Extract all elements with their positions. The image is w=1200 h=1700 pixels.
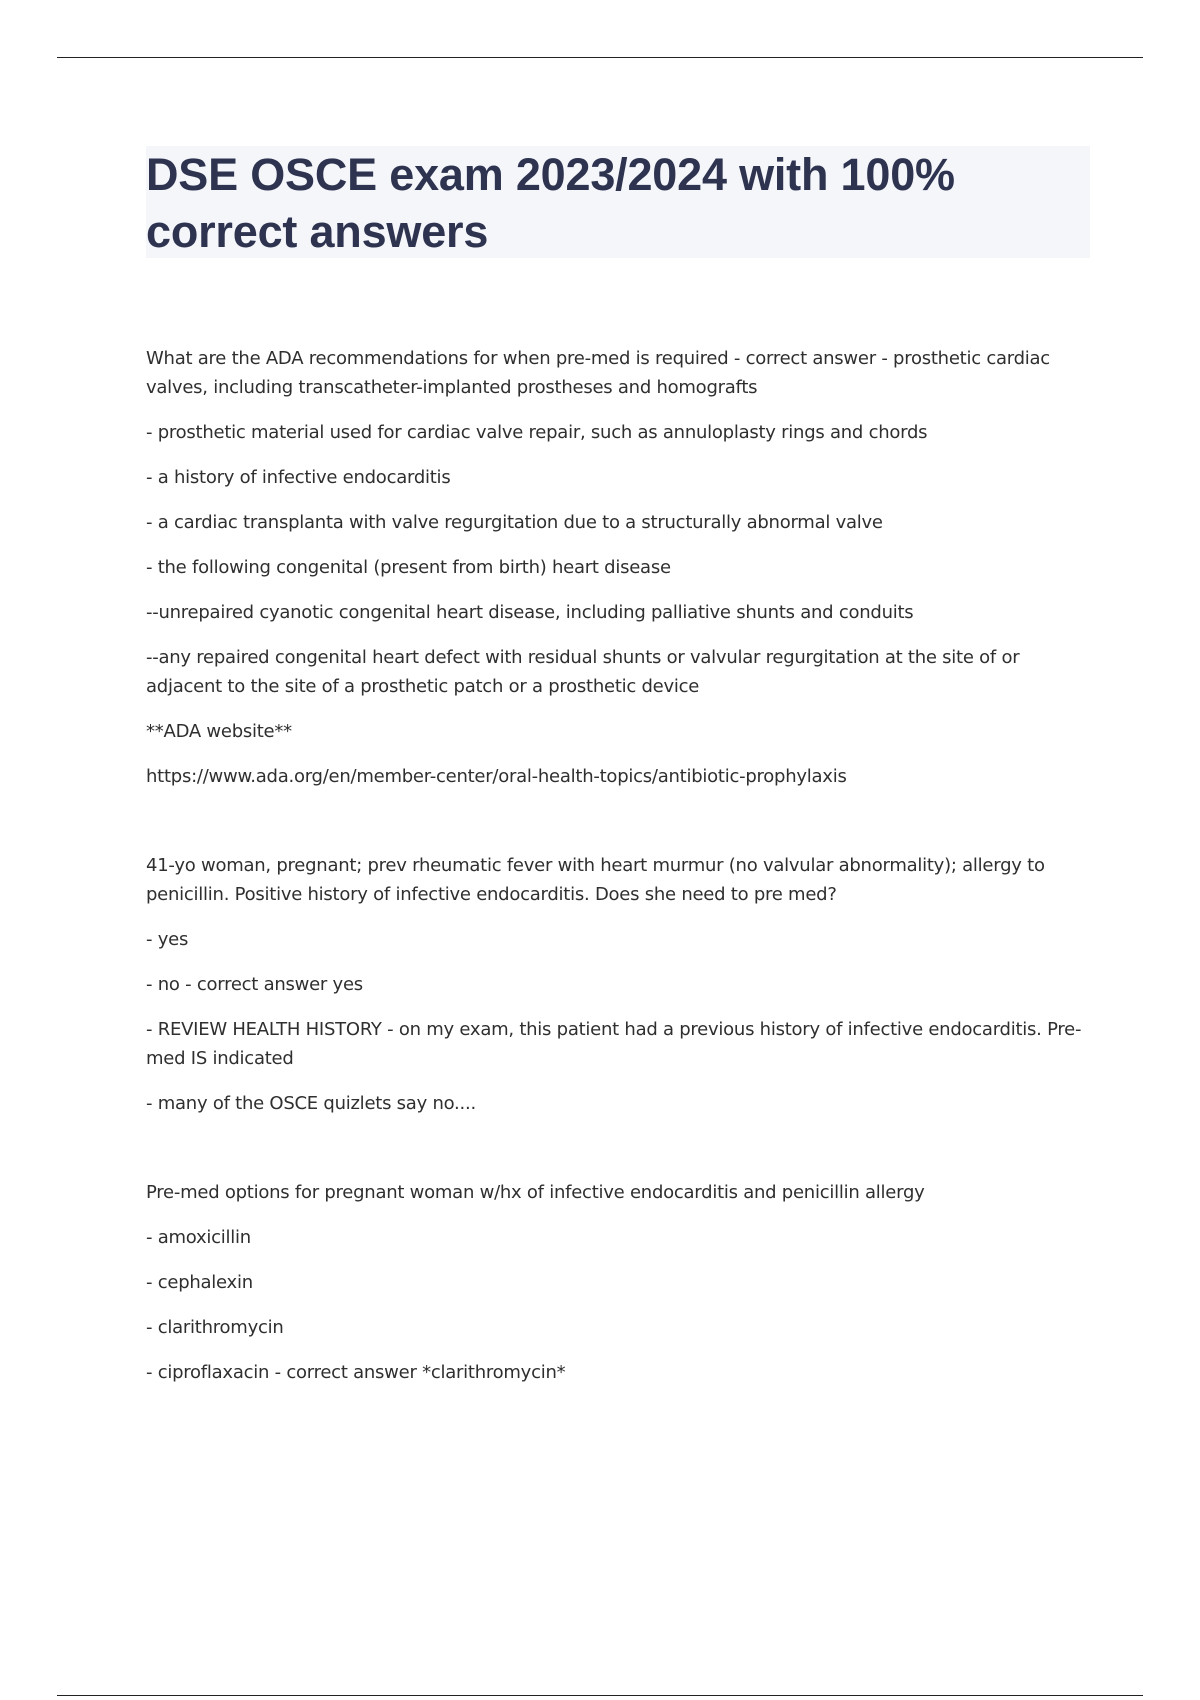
answer-subitem: --unrepaired cyanotic congenital heart disease, including palliative shunts and conduits: [146, 602, 914, 623]
answer-item: - the following congenital (present from birth) heart disease: [146, 557, 671, 578]
question-paragraph: Pre-med options for pregnant woman w/hx of infective endocarditis and penicillin allergy: [146, 1182, 925, 1203]
document-body: [146, 344, 1096, 1387]
question-block-pregnant-woman: [146, 851, 1096, 1118]
answer-item: - a cardiac transplanta with valve regurgitation due to a structurally abnormal valve: [146, 512, 883, 533]
source-url: https://www.ada.org/en/member-center/oral-health-topics/antibiotic-prophylaxis: [146, 766, 847, 787]
option-item: - amoxicillin: [146, 1227, 251, 1248]
top-rule: [57, 57, 1143, 58]
answer-note: - REVIEW HEALTH HISTORY - on my exam, this patient had a previous history of infective endocarditis. Pre-med IS indicated: [146, 1019, 1082, 1069]
option-item: - cephalexin: [146, 1272, 253, 1293]
option-item: - clarithromycin: [146, 1317, 284, 1338]
question-paragraph: 41-yo woman, pregnant; prev rheumatic fever with heart murmur (no valvular abnormality); allergy to penicillin. Positive history of infective endocarditis. Does she need to pre med?: [146, 855, 1045, 905]
answer-note: - many of the OSCE quizlets say no....: [146, 1093, 476, 1114]
option-item-with-answer: - no - correct answer yes: [146, 974, 363, 995]
answer-subitem: --any repaired congenital heart defect with residual shunts or valvular regurgitation at the site of or adjacent to the site of a prosthetic patch or a prosthetic device: [146, 647, 1020, 697]
answer-item: - prosthetic material used for cardiac valve repair, such as annuloplasty rings and chords: [146, 422, 928, 443]
question-paragraph: What are the ADA recommendations for when pre-med is required - correct answer - prosthetic cardiac valves, including transcatheter-implanted prostheses and homografts: [146, 348, 1050, 398]
option-item-with-answer: - ciproflaxacin - correct answer *clarithromycin*: [146, 1362, 566, 1383]
source-note: **ADA website**: [146, 721, 292, 742]
title-banner: [146, 146, 1090, 258]
question-block-premed-options: [146, 1178, 1096, 1387]
bottom-rule: [57, 1695, 1143, 1696]
answer-item: - a history of infective endocarditis: [146, 467, 451, 488]
option-item: - yes: [146, 929, 189, 950]
document-title: DSE OSCE exam 2023/2024 with 100% correct answers: [146, 149, 955, 257]
question-block-ada-premed: [146, 344, 1096, 791]
